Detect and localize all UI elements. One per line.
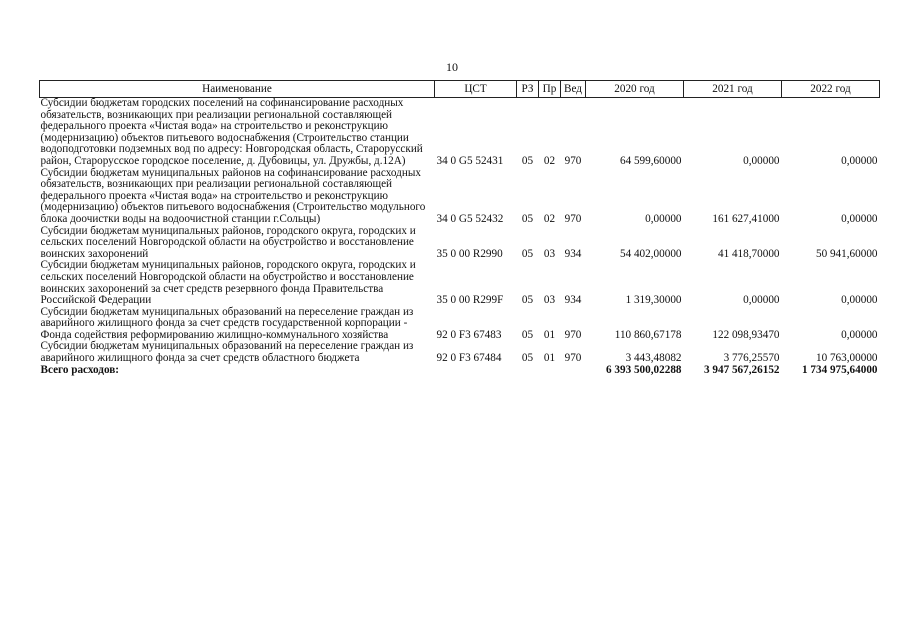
row-2022: 0,00000 <box>841 212 878 225</box>
row-2021: 0,00000 <box>743 294 780 307</box>
row-name: Субсидии бюджетам муниципальных районов, городского округа, городских и сельских поселений Новгородской области на обустройство и восстановление воинских захоронений за счет средств резервного фонда Правительства Российской Федерации <box>40 259 416 307</box>
row-2020: 1 319,30000 <box>625 294 682 307</box>
header-cst: ЦСТ <box>435 81 517 98</box>
row-pr: 01 <box>543 328 556 341</box>
header-2022: 2022 год <box>782 81 880 98</box>
row-name: Субсидии бюджетам городских поселений на софинансирование расходных обязательств, возникающих при реализации региональной составляющей федерального проекта «Чистая вода» на строительство и реконструкцию (модернизацию) объектов питьевого водоснабжения (Строительство станции водоподготовки подземных вод по адресу: Новгородская область, Старорусский район, Старорусское городское поселение, д. Дубовицы, ул. Дружбы, д.12А) <box>40 97 423 167</box>
row-cst: 92 0 F3 67483 <box>436 328 502 341</box>
row-pr: 03 <box>543 294 556 307</box>
row-2022: 0,00000 <box>841 328 878 341</box>
row-ved: 934 <box>564 247 582 260</box>
header-ved: Вед <box>561 81 586 98</box>
row-rz: 05 <box>521 294 534 307</box>
row-2021: 122 098,93470 <box>712 328 780 341</box>
row-2022: 0,00000 <box>841 294 878 307</box>
row-2020: 54 402,00000 <box>619 247 682 260</box>
row-2021: 41 418,70000 <box>717 247 780 260</box>
total-2021: 3 947 567,26152 <box>703 363 780 376</box>
row-cst: 34 0 G5 52432 <box>436 212 504 225</box>
row-rz: 05 <box>521 212 534 225</box>
row-name: Субсидии бюджетам муниципальных районов, городского округа, городских и сельских поселений Новгородской области на обустройство и восстановление воинских захоронений <box>40 224 416 260</box>
row-2022: 0,00000 <box>841 154 878 167</box>
row-rz: 05 <box>521 328 534 341</box>
row-2021: 0,00000 <box>743 154 780 167</box>
table-row <box>40 260 880 306</box>
row-2021: 3 776,25570 <box>723 352 780 365</box>
header-name: Наименование <box>40 81 435 98</box>
page-number: 10 <box>446 60 458 74</box>
row-pr: 02 <box>543 154 556 167</box>
row-name: Субсидии бюджетам муниципальных районов на софинансирование расходных обязательств, возникающих при реализации региональной составляющей федерального проекта «Чистая вода» на строительство и реконструкцию (модернизацию) объектов питьевого водоснабжения (Строительство модульного блока доочистки воды на водоочистной станции г.Сольцы) <box>40 166 426 225</box>
row-rz: 05 <box>521 247 534 260</box>
row-cst: 35 0 00 R2990 <box>436 247 503 260</box>
row-pr: 02 <box>543 212 556 225</box>
total-2022: 1 734 975,64000 <box>801 363 878 376</box>
row-name: Субсидии бюджетам муниципальных образований на переселение граждан из аварийного жилищного фонда за счет средств государственной корпорации - Фонда содействия реформированию жилищно-коммунального хозяйства <box>40 305 414 341</box>
row-name: Субсидии бюджетам муниципальных образований на переселение граждан из аварийного жилищного фонда за счет средств областного бюджета <box>40 340 414 365</box>
row-cst: 34 0 G5 52431 <box>436 154 504 167</box>
budget-table <box>39 80 880 376</box>
total-2020: 6 393 500,02288 <box>605 363 682 376</box>
row-cst: 92 0 F3 67484 <box>436 352 502 365</box>
row-ved: 970 <box>564 154 582 167</box>
row-2022: 50 941,60000 <box>815 247 878 260</box>
table-row <box>40 168 880 226</box>
row-2021: 161 627,41000 <box>712 212 780 225</box>
table-row <box>40 98 880 168</box>
row-2020: 3 443,48082 <box>625 352 682 365</box>
total-row <box>40 365 880 377</box>
row-pr: 01 <box>543 352 556 365</box>
row-ved: 970 <box>564 212 582 225</box>
row-pr: 03 <box>543 247 556 260</box>
row-2020: 110 860,67178 <box>614 328 682 341</box>
table-row <box>40 341 880 364</box>
row-rz: 05 <box>521 352 534 365</box>
row-ved: 970 <box>564 328 582 341</box>
header-2020: 2020 год <box>586 81 684 98</box>
row-rz: 05 <box>521 154 534 167</box>
row-ved: 970 <box>564 352 582 365</box>
total-label: Всего расходов: <box>40 363 120 376</box>
row-cst: 35 0 00 R299F <box>436 294 504 307</box>
row-ved: 934 <box>564 294 582 307</box>
header-pr: Пр <box>539 81 561 98</box>
header-2021: 2021 год <box>684 81 782 98</box>
table-header-row <box>40 81 880 98</box>
header-rz: РЗ <box>517 81 539 98</box>
row-2022: 10 763,00000 <box>815 352 878 365</box>
row-2020: 64 599,60000 <box>619 154 682 167</box>
table-row <box>40 307 880 342</box>
table-row <box>40 226 880 261</box>
row-2020: 0,00000 <box>645 212 682 225</box>
